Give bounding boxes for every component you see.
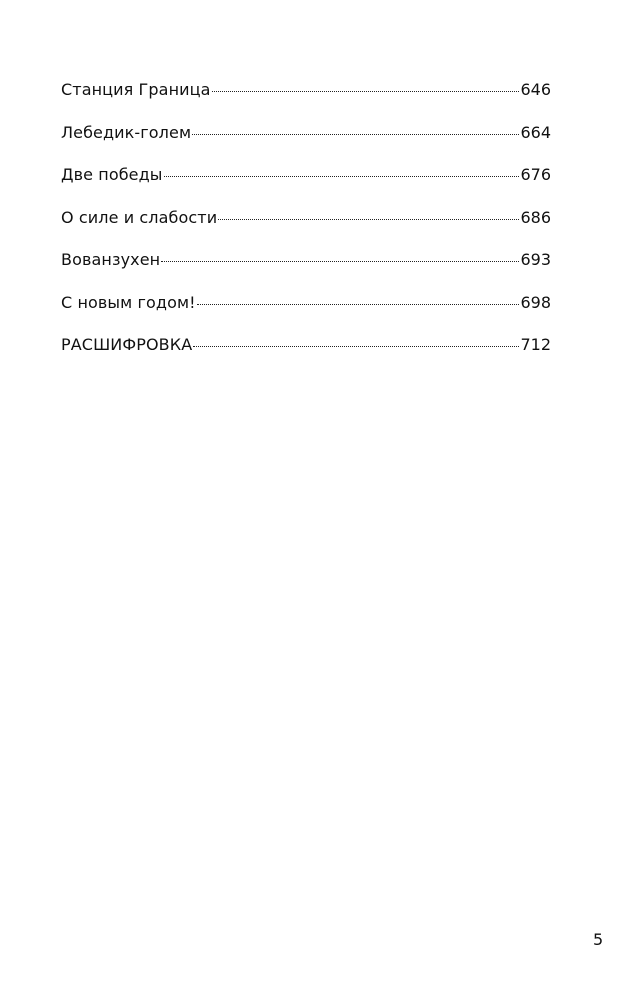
toc-entry-page: 676	[520, 165, 551, 184]
toc-entry-title: Вованзухен	[61, 250, 161, 269]
dot-leader	[218, 218, 519, 220]
dot-leader	[193, 345, 519, 347]
toc-entry[interactable]	[61, 77, 551, 120]
toc-entry-title: Станция Граница	[61, 80, 211, 99]
toc-entry-page: 686	[520, 207, 551, 227]
toc-entry[interactable]	[61, 332, 551, 375]
toc-entry[interactable]	[61, 247, 551, 290]
toc-entry-title: РАСШИФРОВКА	[61, 335, 193, 354]
toc-entry-page: 693	[520, 250, 551, 269]
toc-entry-page: 646	[520, 80, 551, 99]
toc-entry[interactable]	[61, 290, 551, 333]
toc-entry-page: 712	[520, 335, 551, 354]
toc-entry-page: 698	[520, 292, 551, 312]
table-of-contents	[61, 77, 551, 375]
dot-leader	[192, 133, 519, 135]
toc-entry-title: О силе и слабости	[61, 207, 218, 227]
dot-leader	[212, 90, 520, 92]
toc-entry-page: 664	[520, 122, 551, 142]
dot-leader	[161, 260, 519, 262]
page-number: 5	[593, 930, 604, 949]
dot-leader	[164, 175, 520, 177]
toc-entry-title: Две победы	[61, 165, 163, 184]
toc-entry-title: С новым годом!	[61, 292, 196, 312]
toc-entry[interactable]	[61, 162, 551, 205]
toc-entry[interactable]	[61, 120, 551, 163]
toc-entry-title: Лебедик-голем	[61, 122, 192, 142]
toc-entry[interactable]	[61, 205, 551, 248]
dot-leader	[197, 303, 520, 305]
